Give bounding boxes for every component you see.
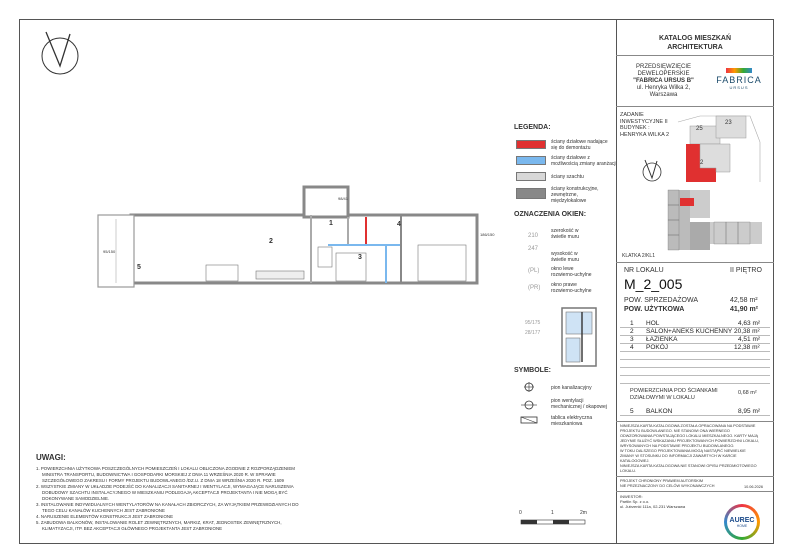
legend-label-3: ściany szachtu	[551, 174, 584, 180]
window-desc-3: okno lewe rozwierno-uchylne	[551, 266, 592, 278]
window-dim-2: 28/177	[525, 330, 541, 336]
row-blank	[620, 376, 770, 384]
scale-1: 1	[551, 510, 554, 516]
room-3-label: 3	[358, 254, 362, 261]
room-row: 3 ŁAZIENKA 4,51 m²	[620, 336, 770, 344]
disclaimer: NINIEJSZA KARTA KATALOGOWA ZOSTAŁA OPRACOWANA NA PODSTAWIE PROJEKTU BUDOWLANEGO. NIE STANOWI ONA WIERNEGO ODWZOROWANIA POWSTAJĄCEGO LOKALU MIESZKALNEGO. KARTY MAJĄ JEDYNIE SŁUŻYĆ WSKAZANIU PROJEKTOWANYCH POWIERZCHNI LOKALU, WRYSOWANYCH NA PODSTAWIE PROJEKTU BUDOWLANEGO. W TOKU DALSZEGO PROJEKTOWANIA MOGĄ NASTĄPIĆ NIEWIELKIE ZMIANY W STOSUNKU DO INFORMACJI ZAWARTYCH W KARCIE KATALOGOWEJ. NINIEJSZA KARTA KATALOGOWA NIE STANOWI OPISU PRZEDMIOTOWEGO LOKALU.	[620, 424, 760, 473]
windows-title: OZNACZENIA OKIEN:	[514, 211, 587, 218]
window-size-top: 98/41	[338, 196, 349, 201]
catalog-title: KATALOG MIESZKAŃ	[658, 35, 732, 42]
balcony-row: 5 BALKON 8,95 m²	[620, 408, 770, 416]
site-label-23: 23	[725, 120, 732, 126]
room-row: 2 SALON+ANEKS KUCHENNY 20,38 m²	[620, 328, 770, 336]
copyright-date: 10.06.2026	[744, 485, 764, 489]
window-desc-1: szerokość w świetle muru	[551, 228, 580, 240]
room-1-label: 1	[329, 220, 333, 227]
sale-area-label: POW. SPRZEDAŻOWA	[624, 297, 699, 304]
scale-2: 2m	[580, 510, 587, 516]
window-desc-4: okno prawe rozwierno-uchylne	[551, 282, 592, 294]
legend-label-4: ściany konstrukcyjne, zewnętrzne, międzylokalowe	[551, 186, 599, 204]
copyright: PROJEKT CHRONIONY PRAWEM AUTORSKIM NIE PRZEZNACZONY DO CELÓW WYKONAWCZYCH	[620, 479, 715, 488]
use-area-value: 41,90 m²	[730, 306, 759, 313]
floor-plan	[96, 185, 486, 295]
building-key-plan	[664, 186, 766, 254]
row-blank	[620, 352, 770, 360]
row-blank	[620, 368, 770, 376]
room-2-label: 2	[269, 238, 273, 245]
aurec-logo: AUREC HOME	[724, 504, 760, 540]
symbol-label-3: tablica elektryczna mieszkaniowa	[551, 415, 593, 427]
room-5-label: 5	[137, 264, 141, 271]
site-label-25: 25	[696, 126, 703, 132]
scale-bar	[520, 518, 588, 526]
fabrica-logo: FABRICA URSUS	[714, 68, 764, 90]
window-size-left: 95/150	[103, 249, 116, 254]
window-code-2: 247	[528, 246, 539, 252]
window-code-1: 210	[528, 233, 539, 239]
under-walls-value: 0,68 m²	[738, 390, 757, 396]
notes-body: 1. POWIERZCHNIA UŻYTKOWA POSZCZEGÓLNYCH POMIESZCZEŃ I LOKALU OBLICZONA ZGODNIE Z ROZPORZĄDZENIEM MINISTRA TRANSPORTU, BUDOWNICTWA I GOSPODARKI MORSKIEJ Z DNIA 11 WRZEŚNIA 2020 R. W SPRAWIE SZCZEGÓŁOWEGO ZAKRESU I FORMY PROJEKTU BUDOWLANEGO /DZ.U. Z DNIA 18 WRZEŚNIA 2020 R. POZ. 1609 2. WSZYSTKIE ZMIANY W UKŁADZIE PODEJŚĆ DO KANALIZACJI SANITARNEJ I WENTYLACJI, WYMAGAJĄCE NARUSZENIA DOBUDOWY SZACHTU INSTALACYJNEGO W MIESZKANIU PODLEGAJĄ AKCEPTACJI PROJEKTANTA I NIE MOGĄ BYĆ DOKONYWANE SAMODZIELNIE. 3. INSTALOWANIE INDYWIDUALNYCH WENTYLATORÓW NA KANAŁACH ZBIORCZYCH, ZA WYJĄTKIEM PRZEWIDZIANYCH DO TEGO CELU KANAŁÓW KUCHENNYCH JEST ZABRONIONE 4. NARUSZENIE ELEMENTÓW KONSTRUKCJI JEST ZABRONIONE 5. ZABUDOWA BALKONÓW, INSTALOWANIE ROLET ZEWNĘTRZNYCH, MARKIZ, KRAT, JEDNOSTEK ZEWNĘTRZNYCH, KLIMATYZACJI, ITP. BEZ AKCEPTACJI GŁÓWNEGO PROJEKTANTA JEST ZABRONIONE	[36, 466, 299, 531]
window-size-right: 186/150	[480, 232, 495, 237]
legend-label-1: ściany działowe nadające się do demontażu	[551, 139, 608, 151]
symbols-title: SYMBOLE:	[514, 367, 551, 374]
notes-title: UWAGI:	[36, 453, 66, 462]
sale-area-value: 42,58 m²	[730, 297, 758, 304]
legend-swatch-light	[516, 172, 546, 181]
window-dim-1: 95/175	[525, 320, 541, 326]
window-desc-2: wysokość w świetle muru	[551, 251, 580, 263]
legend-swatch-red	[516, 140, 546, 149]
unit-code: M_2_005	[624, 276, 683, 292]
unit-nr-label: NR LOKALU	[624, 267, 664, 274]
under-walls-label: POWIERZCHNIA POD ŚCIANKAMI DZIAŁOWYMI W LOKALU	[630, 388, 718, 401]
stair-label: KLATKA 2/KL1	[622, 253, 655, 259]
investor-info: INWESTOR: Partlin Sp. z o.o. ul. Jutrzenki 111a, 02-231 Warszawa	[620, 494, 686, 509]
legend-label-2: ściany działowe z możliwością zmiany aranżacji	[551, 155, 617, 167]
room-row: 4 POKÓJ 12,38 m²	[620, 344, 770, 352]
symbol-label-2: pion wentylacji mechanicznej / okapowej	[551, 398, 607, 410]
site-north-icon	[640, 158, 664, 184]
use-area-label: POW. UŻYTKOWA	[624, 306, 685, 313]
floor-label: II PIĘTRO	[730, 267, 762, 274]
window-example-icon	[560, 306, 600, 368]
project-info: PRZEDSIĘWZIĘCIE DEWELOPERSKIE "FABRICA URSUS B" ul. Henryka Wilka 2, Warszawa	[633, 64, 694, 98]
row-blank	[620, 360, 770, 368]
legend-swatch-blue	[516, 156, 546, 165]
window-code-3: (PL)	[528, 268, 540, 274]
catalog-subtitle: ARCHITEKTURA	[667, 44, 723, 51]
room-4-label: 4	[397, 221, 401, 228]
north-arrow-icon	[38, 30, 82, 80]
vent-icon	[520, 398, 538, 412]
scale-0: 0	[519, 510, 522, 516]
task-info: ZADANIE INWESTYCYJNE II BUDYNEK : HENRYKA WILKA 2	[620, 112, 670, 138]
room-row: 1 HOL 4,63 m²	[620, 320, 770, 328]
symbol-label-1: pion kanalizacyjny	[551, 385, 592, 391]
window-code-4: (PR)	[528, 285, 541, 291]
site-label-2: 2	[700, 160, 704, 166]
legend-swatch-gray	[516, 188, 546, 199]
legend-title: LEGENDA:	[514, 124, 551, 131]
site-plan	[670, 112, 770, 188]
drain-icon	[522, 380, 536, 394]
electric-panel-icon	[520, 416, 538, 424]
